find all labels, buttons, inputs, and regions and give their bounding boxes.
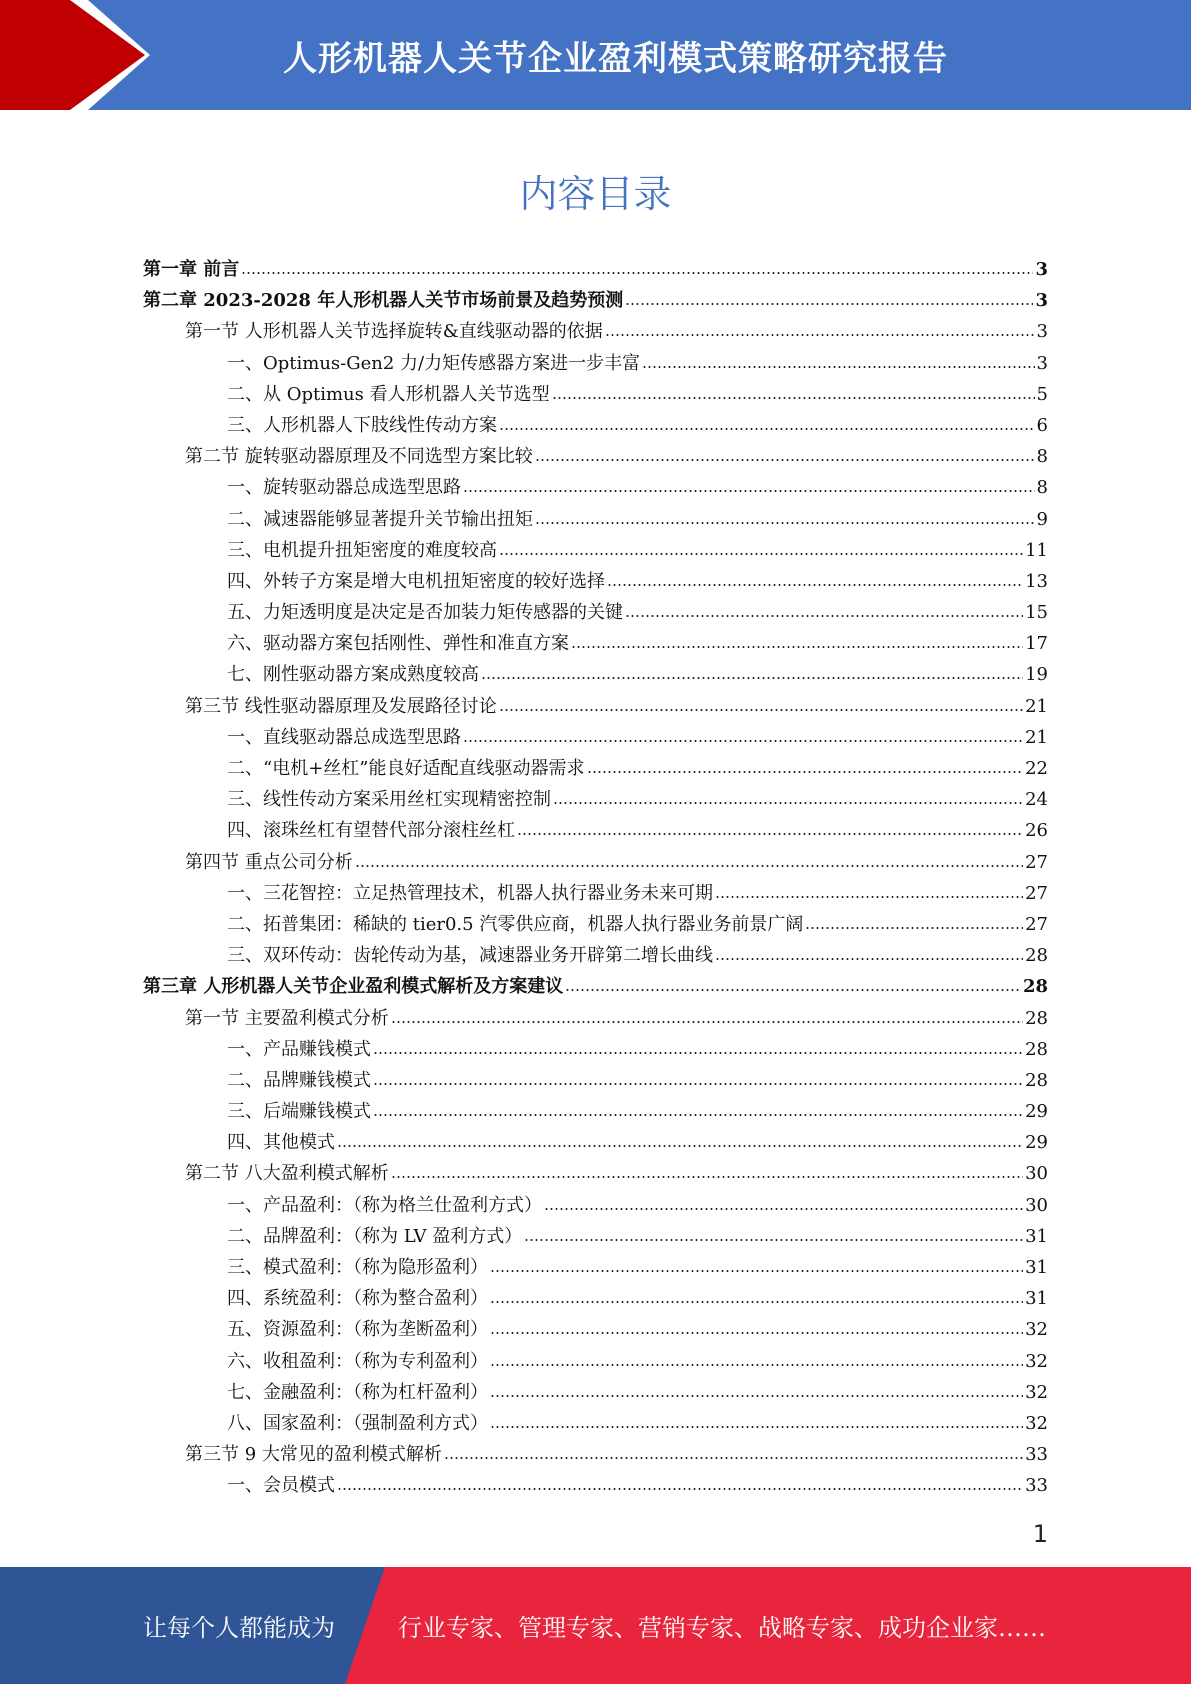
toc-entry-label: 第一节 主要盈利模式分析 <box>185 1007 389 1029</box>
toc-dot-leader <box>535 448 1035 462</box>
toc-entry[interactable] <box>143 754 1048 785</box>
toc-dot-leader <box>337 1134 1023 1148</box>
toc-entry[interactable] <box>143 692 1048 723</box>
toc-entry-label: 五、力矩透明度是决定是否加装力矩传感器的关键 <box>227 602 623 624</box>
toc-entry[interactable] <box>143 286 1048 317</box>
toc-entry-page: 31 <box>1025 1225 1048 1247</box>
toc-entry[interactable] <box>143 723 1048 754</box>
toc-entry-page: 28 <box>1025 1007 1048 1029</box>
toc-entry[interactable] <box>143 816 1048 847</box>
toc-entry[interactable] <box>143 349 1048 380</box>
toc-entry-page: 31 <box>1025 1257 1048 1278</box>
toc-entry-label: 二、拓普集团：稀缺的 tier0.5 汽零供应商，机器人执行器业务前景广阔 <box>227 913 804 935</box>
toc-entry-page: 3 <box>1036 352 1048 374</box>
toc-entry[interactable] <box>143 1378 1048 1409</box>
toc-entry[interactable] <box>143 505 1048 536</box>
toc-dot-leader <box>463 729 1023 743</box>
toc-entry-page: 30 <box>1025 1194 1048 1216</box>
toc-entry-page: 32 <box>1025 1412 1048 1434</box>
toc-entry-label: 一、直线驱动器总成选型思路 <box>227 726 461 748</box>
footer-slogan-right: 行业专家、管理专家、营销专家、战略专家、成功企业家…… <box>398 1614 1046 1642</box>
toc-dot-leader <box>607 573 1023 587</box>
toc-entry-label: 三、电机提升扭矩密度的难度较高 <box>227 539 497 561</box>
toc-entry[interactable] <box>143 411 1048 442</box>
toc-entry-page: 28 <box>1025 1069 1048 1091</box>
toc-entry-label: 三、后端赚钱模式 <box>227 1101 371 1123</box>
toc-entry-page: 8 <box>1036 446 1048 468</box>
toc-dot-leader <box>587 760 1024 774</box>
toc-dot-leader <box>571 635 1023 649</box>
toc-dot-leader <box>544 1197 1023 1211</box>
toc-entry[interactable] <box>143 317 1048 348</box>
toc-entry-page: 29 <box>1025 1132 1048 1154</box>
toc-entry-page: 33 <box>1025 1444 1048 1466</box>
toc-dot-leader <box>490 1415 1023 1429</box>
report-header <box>0 0 1191 110</box>
toc-entry-label: 第三节 线性驱动器原理及发展路径讨论 <box>185 695 497 717</box>
toc-entry-label: 一、会员模式 <box>227 1475 335 1497</box>
toc-entry-label: 第二节 旋转驱动器原理及不同选型方案比较 <box>185 446 533 468</box>
toc-entry-page: 3 <box>1036 321 1048 343</box>
toc-entry[interactable] <box>143 255 1048 286</box>
toc-entry-label: 三、模式盈利：（称为隐形盈利） <box>227 1257 488 1278</box>
toc-entry-label: 第三节 9 大常见的盈利模式解析 <box>185 1444 442 1466</box>
toc-entry-page: 27 <box>1025 913 1048 935</box>
toc-entry[interactable] <box>143 972 1048 1003</box>
toc-entry-label: 二、品牌盈利：（称为 LV 盈利方式） <box>227 1225 523 1247</box>
footer-slogan-left: 让每个人都能成为 <box>143 1614 335 1642</box>
toc-entry[interactable] <box>143 1159 1048 1190</box>
toc-entry-label: 二、品牌赚钱模式 <box>227 1069 371 1091</box>
toc-entry-label: 四、系统盈利：（称为整合盈利） <box>227 1288 488 1310</box>
toc-entry[interactable] <box>143 1035 1048 1066</box>
toc-entry[interactable] <box>143 567 1048 598</box>
toc-dot-leader <box>373 1103 1023 1117</box>
toc-entry-page: 6 <box>1036 414 1048 436</box>
toc-entry-page: 3 <box>1035 290 1048 312</box>
toc-entry[interactable] <box>143 1409 1048 1440</box>
toc-entry-label: 一、Optimus-Gen2 力/力矩传感器方案进一步丰富 <box>227 352 641 374</box>
toc-entry[interactable] <box>143 536 1048 567</box>
toc-entry-page: 32 <box>1025 1319 1048 1341</box>
toc-entry-label: 四、其他模式 <box>227 1132 335 1154</box>
toc-entry[interactable] <box>143 1066 1048 1097</box>
toc-entry[interactable] <box>143 910 1048 941</box>
toc-entry[interactable] <box>143 1284 1048 1315</box>
toc-entry[interactable] <box>143 1004 1048 1035</box>
toc-dot-leader <box>373 1072 1023 1086</box>
toc-dot-leader <box>481 666 1023 680</box>
toc-dot-leader <box>552 386 1035 400</box>
toc-entry-label: 第一节 人形机器人关节选择旋转&直线驱动器的依据 <box>185 321 603 343</box>
toc-entry-page: 29 <box>1025 1101 1048 1123</box>
toc-entry-page: 13 <box>1025 570 1048 592</box>
toc-entry-label: 七、金融盈利：（称为杠杆盈利） <box>227 1381 488 1403</box>
toc-dot-leader <box>391 1165 1023 1179</box>
toc-entry-label: 四、滚珠丝杠有望替代部分滚柱丝杠 <box>227 820 515 842</box>
toc-entry[interactable] <box>143 1315 1048 1346</box>
toc-entry-page: 9 <box>1036 508 1048 530</box>
toc-entry-label: 三、双环传动：齿轮传动为基，减速器业务开辟第二增长曲线 <box>227 945 713 967</box>
toc-entry-label: 二、从 Optimus 看人形机器人关节选型 <box>227 383 550 405</box>
toc-entry-page: 31 <box>1025 1288 1048 1310</box>
toc-entry-label: 一、旋转驱动器总成选型思路 <box>227 477 461 499</box>
toc-entry-page: 26 <box>1025 820 1048 842</box>
toc-entry[interactable] <box>143 1253 1048 1284</box>
toc-entry-label: 八、国家盈利：（强制盈利方式） <box>227 1412 488 1434</box>
toc-entry-label: 三、线性传动方案采用丝杠实现精密控制 <box>227 789 551 811</box>
header-arrow-decoration <box>0 0 160 110</box>
toc-entry-label: 二、减速器能够显著提升关节输出扭矩 <box>227 508 533 530</box>
toc-entry-page: 22 <box>1025 758 1048 779</box>
toc-entry-page: 19 <box>1025 664 1048 686</box>
toc-dot-leader <box>490 1259 1023 1273</box>
toc-dot-leader <box>499 417 1035 431</box>
report-title: 人形机器人关节企业盈利模式策略研究报告 <box>283 38 948 79</box>
toc-dot-leader <box>642 355 1034 369</box>
toc-dot-leader <box>444 1446 1023 1460</box>
toc-dot-leader <box>490 1321 1023 1335</box>
toc-dot-leader <box>715 885 1023 899</box>
toc-entry-page: 24 <box>1025 789 1048 811</box>
toc-entry[interactable] <box>143 473 1048 504</box>
toc-entry[interactable] <box>143 879 1048 910</box>
toc-entry[interactable] <box>143 1347 1048 1378</box>
toc-entry[interactable] <box>143 1191 1048 1222</box>
toc-entry[interactable] <box>143 598 1048 629</box>
toc-entry-label: 第三章 人形机器人关节企业盈利模式解析及方案建议 <box>143 976 564 998</box>
toc-dot-leader <box>490 1384 1023 1398</box>
toc-dot-leader <box>391 1010 1023 1024</box>
toc-dot-leader <box>553 791 1023 805</box>
toc-entry[interactable] <box>143 1222 1048 1253</box>
toc-entry[interactable] <box>143 660 1048 691</box>
toc-entry[interactable] <box>143 848 1048 879</box>
toc-dot-leader <box>625 604 1023 618</box>
toc-entry[interactable] <box>143 785 1048 816</box>
toc-entry[interactable] <box>143 442 1048 473</box>
toc-entry[interactable] <box>143 1097 1048 1128</box>
toc-dot-leader <box>490 1290 1023 1304</box>
toc-heading: 内容目录 <box>519 172 672 216</box>
toc-dot-leader <box>715 947 1023 961</box>
toc-entry[interactable] <box>143 380 1048 411</box>
toc-entry[interactable] <box>143 941 1048 972</box>
toc-entry-page: 32 <box>1025 1350 1048 1372</box>
toc-dot-leader <box>524 1228 1023 1242</box>
toc-entry-label: 六、驱动器方案包括刚性、弹性和准直方案 <box>227 633 569 655</box>
page-number: 1 <box>1032 1520 1048 1548</box>
toc-dot-leader <box>490 1353 1023 1367</box>
toc-entry-page: 5 <box>1036 383 1048 405</box>
toc-entry-page: 8 <box>1036 477 1048 499</box>
toc-entry-page: 11 <box>1025 539 1048 561</box>
toc-entry-label: 第一章 前言 <box>143 259 240 280</box>
toc-dot-leader <box>241 261 1033 275</box>
toc-dot-leader <box>463 479 1035 493</box>
toc-entry-label: 一、产品盈利：（称为格兰仕盈利方式） <box>227 1194 542 1216</box>
toc-entry-label: 一、产品赚钱模式 <box>227 1038 371 1060</box>
toc-entry-page: 32 <box>1025 1381 1048 1403</box>
toc-entry-page: 33 <box>1025 1475 1048 1497</box>
toc-dot-leader <box>805 916 1023 930</box>
toc-entry-label: 六、收租盈利：（称为专利盈利） <box>227 1350 488 1372</box>
toc-dot-leader <box>499 698 1023 712</box>
toc-entry-page: 28 <box>1025 1038 1048 1060</box>
toc-entry-label: 二、“电机+丝杠”能良好适配直线驱动器需求 <box>227 758 585 779</box>
toc-entry-page: 28 <box>1025 945 1048 967</box>
toc-entry-label: 五、资源盈利：（称为垄断盈利） <box>227 1319 488 1341</box>
toc-entry-label: 第四节 重点公司分析 <box>185 851 353 873</box>
toc-dot-leader <box>517 822 1023 836</box>
toc-entry-page: 28 <box>1022 976 1048 998</box>
toc-dot-leader <box>535 511 1035 525</box>
toc-entry-label: 第二节 八大盈利模式解析 <box>185 1163 389 1185</box>
toc-entry-page: 15 <box>1025 602 1048 624</box>
toc-entry-label: 四、外转子方案是增大电机扭矩密度的较好选择 <box>227 570 605 592</box>
toc-dot-leader <box>565 978 1021 992</box>
toc-entry-page: 3 <box>1035 259 1048 280</box>
toc-entry-page: 21 <box>1025 726 1048 748</box>
toc-entry-page: 21 <box>1025 695 1048 717</box>
toc-entry-page: 17 <box>1025 633 1048 655</box>
toc-dot-leader <box>605 323 1035 337</box>
toc-entry[interactable] <box>143 1128 1048 1159</box>
toc-entry-page: 30 <box>1025 1163 1048 1185</box>
report-footer <box>0 1567 1191 1684</box>
toc-entry-page: 27 <box>1025 851 1048 873</box>
toc-entry[interactable] <box>143 629 1048 660</box>
toc-entry[interactable] <box>143 1471 1048 1502</box>
toc-dot-leader <box>355 854 1023 868</box>
toc-entry-label: 七、刚性驱动器方案成熟度较高 <box>227 664 479 686</box>
table-of-contents <box>143 255 1048 1503</box>
toc-entry-label: 第二章 2023-2028 年人形机器人关节市场前景及趋势预测 <box>143 290 624 312</box>
toc-entry-label: 三、人形机器人下肢线性传动方案 <box>227 414 497 436</box>
toc-dot-leader <box>337 1477 1023 1491</box>
toc-entry[interactable] <box>143 1440 1048 1471</box>
toc-dot-leader <box>373 1041 1023 1055</box>
toc-entry-label: 一、三花智控：立足热管理技术，机器人执行器业务未来可期 <box>227 882 713 904</box>
toc-entry-page: 27 <box>1025 882 1048 904</box>
toc-dot-leader <box>625 292 1033 306</box>
toc-dot-leader <box>499 542 1023 556</box>
